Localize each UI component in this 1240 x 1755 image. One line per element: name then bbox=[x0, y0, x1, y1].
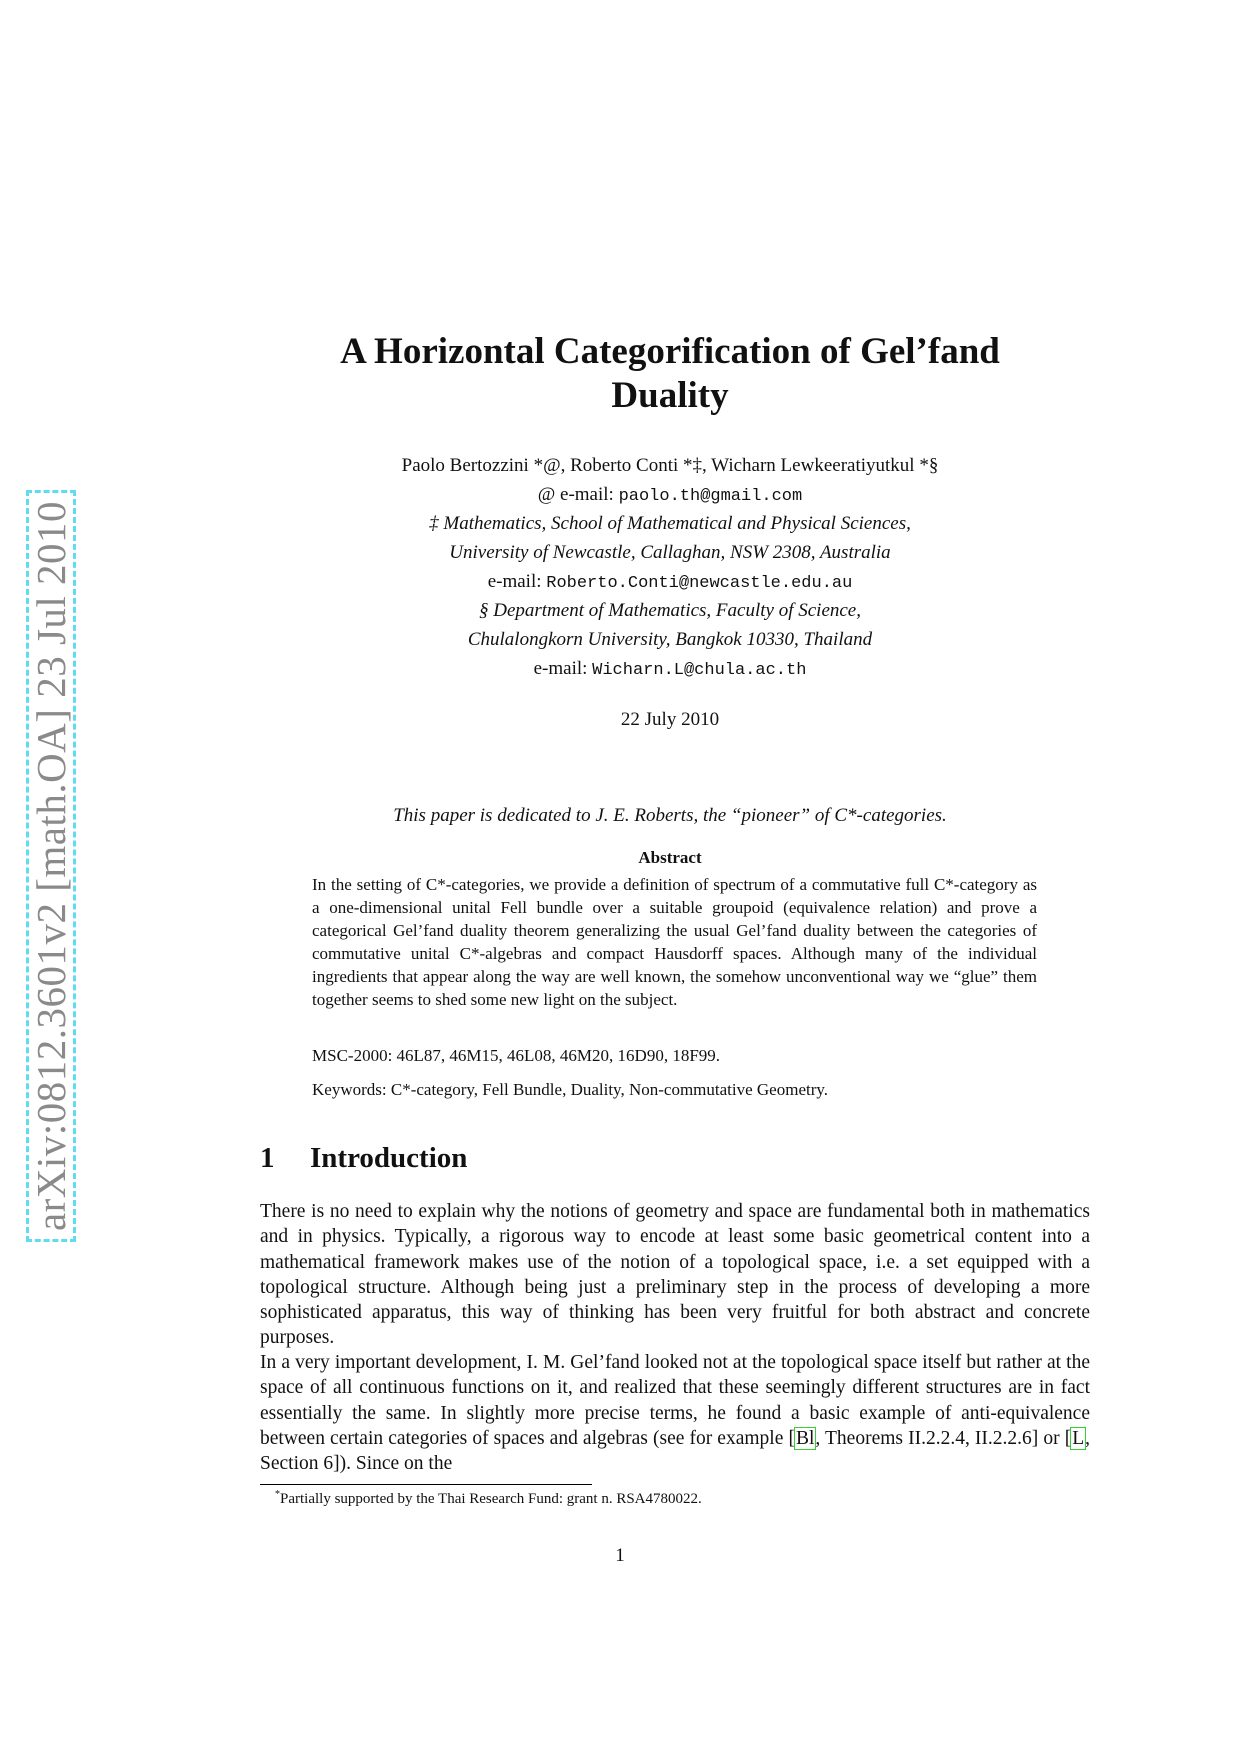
paper-title bbox=[250, 330, 1090, 418]
footnote-rule bbox=[260, 1484, 592, 1485]
affiliation-3-line-2: Chulalongkorn University, Bangkok 10330, Thailand bbox=[467, 629, 873, 650]
authors: Paolo Bertozzini *@, Roberto Conti *‡, Wicharn Lewkeeratiyutkul *§ bbox=[401, 455, 939, 476]
footnote bbox=[275, 1489, 702, 1508]
arxiv-stamp-text: arXiv:0812.3601v2 [math.OA] 23 Jul 2010 bbox=[28, 500, 74, 1232]
title-line-2: Duality bbox=[611, 375, 729, 416]
email-2-label: e-mail: bbox=[487, 571, 542, 592]
arxiv-stamp bbox=[26, 490, 76, 1242]
msc-classification: MSC-2000: 46L87, 46M15, 46L08, 46M20, 16D90, 18F99. bbox=[312, 1046, 721, 1065]
email-3[interactable]: Wicharn.L@chula.ac.th bbox=[592, 661, 807, 680]
email-1[interactable]: paolo.th@gmail.com bbox=[618, 487, 803, 506]
citation-bl-link[interactable]: Bl bbox=[795, 1427, 815, 1449]
intro-p2-start: In a very important development, I. M. Gel’fand looked not at the topological space itself but rather at the space of all continuous functions on it, and realized that these seemingly different structures are in fact essentially the same. In slightly more precise terms, he found a basic example of anti-equivalence between certain categories of spaces and algebras (see for example [ bbox=[260, 1352, 1090, 1449]
abstract-heading: Abstract bbox=[638, 848, 702, 867]
email-2[interactable]: Roberto.Conti@newcastle.edu.au bbox=[546, 574, 853, 593]
abstract-text: In the setting of C*-categories, we provide a definition of spectrum of a commutative full C*-category as a one-dimensional unital Fell bundle over a suitable groupoid (equivalence relation) and prove a categorical Gel’fand duality theorem generalizing the usual Gel’fand duality between the categories of commutative unital C*-algebras and compact Hausdorff spaces. Although many of the individual ingredients that appear along the way are well known, the somehow unconventional way we “glue” them together seems to shed some new light on the subject. bbox=[312, 875, 1037, 1009]
affiliation-2-line-2: University of Newcastle, Callaghan, NSW 2308, Australia bbox=[449, 542, 891, 563]
page-number: 1 bbox=[615, 1545, 625, 1566]
email-1-label: @ e-mail: bbox=[537, 484, 614, 505]
keywords: Keywords: C*-category, Fell Bundle, Duality, Non-commutative Geometry. bbox=[312, 1080, 829, 1099]
intro-paragraph-2 bbox=[260, 1350, 1090, 1476]
section-number: 1 bbox=[260, 1142, 275, 1174]
intro-p2-mid: , Theorems II.2.2.4, II.2.2.6] or [ bbox=[815, 1427, 1072, 1449]
dedication: This paper is dedicated to J. E. Roberts, the “pioneer” of C*-categories. bbox=[393, 805, 947, 826]
affiliation-3-line-1: § Department of Mathematics, Faculty of Science, bbox=[478, 600, 861, 621]
intro-p2-end: , Section 6]). Since on the bbox=[260, 1427, 1090, 1475]
affiliation-2-line-1: ‡ Mathematics, School of Mathematical and Physical Sciences, bbox=[429, 513, 911, 534]
email-2-line bbox=[250, 571, 1090, 593]
title-line-1: A Horizontal Categorification of Gel’fand bbox=[340, 331, 1000, 372]
email-1-line bbox=[250, 484, 1090, 506]
email-3-line bbox=[250, 658, 1090, 680]
citation-l-link[interactable]: L bbox=[1072, 1427, 1085, 1449]
section-title: Introduction bbox=[310, 1142, 468, 1174]
intro-paragraph-1: There is no need to explain why the notions of geometry and space are fundamental both in mathematics and in physics. Typically, a rigorous way to encode at least some basic geometrical content into a mathematical framework makes use of the notion of a topological space, i.e. a set equipped with a topological structure. Although being just a preliminary step in the process of developing a more sophisticated apparatus, this way of thinking has been very fruitful for both abstract and concrete purposes. bbox=[260, 1201, 1090, 1349]
date: 22 July 2010 bbox=[620, 709, 720, 730]
email-3-label: e-mail: bbox=[533, 658, 588, 679]
footnote-mark: * bbox=[275, 1489, 280, 1500]
section-heading bbox=[260, 1142, 467, 1175]
footnote-text: Partially supported by the Thai Research Fund: grant n. RSA4780022. bbox=[280, 1491, 702, 1507]
